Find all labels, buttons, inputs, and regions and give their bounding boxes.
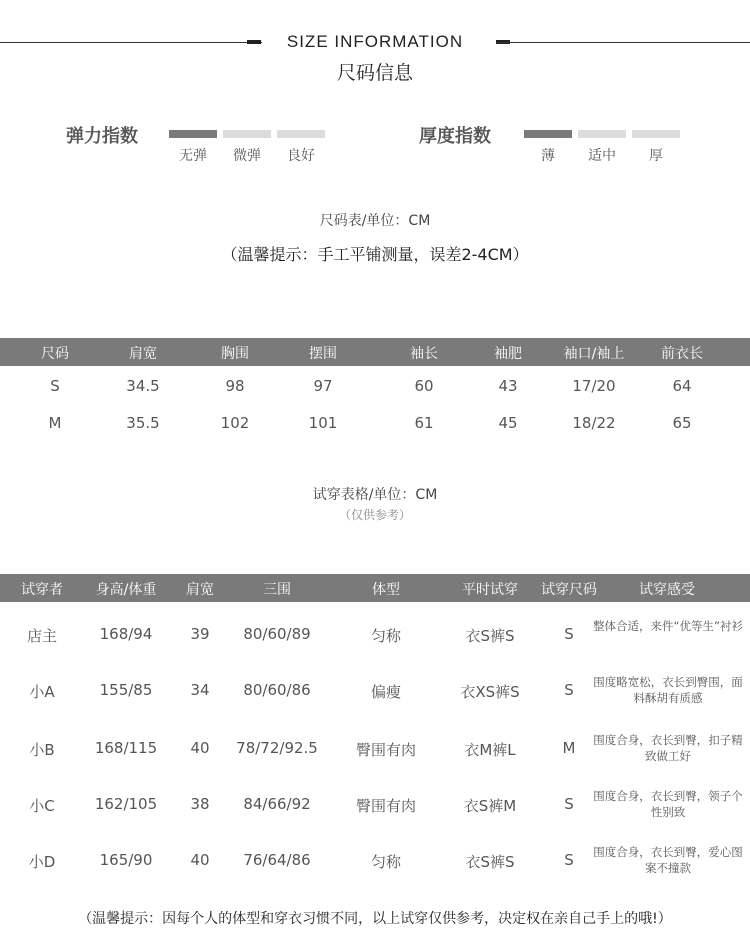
fit-table-cell: 店主: [26, 627, 57, 645]
fit-table-cell: 围度略宽松，衣长到臀围，面料酥胡有质感: [593, 675, 743, 705]
fit-table-cell: 165/90: [99, 851, 153, 869]
thickness-label-3: 厚: [649, 148, 663, 164]
fit-table-header-cell: 三围: [263, 582, 291, 598]
fit-table-cell: 偏瘦: [370, 683, 401, 701]
size-table-header-cell: 袖口/袖上: [563, 346, 625, 362]
fit-table-cell: 小C: [29, 797, 55, 815]
fit-table-header-cell: 试穿感受: [639, 582, 695, 598]
size-table-header-cell: 袖肥: [494, 346, 522, 362]
page-title-en: SIZE INFORMATION: [286, 32, 464, 51]
size-table-cell: 34.5: [126, 377, 160, 395]
size-table-header-cell: 摆围: [309, 346, 337, 362]
fit-table-header-cell: 肩宽: [186, 582, 214, 598]
fit-table-cell: S: [564, 795, 574, 813]
size-table-cell: 97: [313, 377, 333, 395]
size-table-tip: （温馨提示：手工平铺测量，误差2-4CM）: [221, 245, 529, 264]
fit-table-cell: 匀称: [370, 853, 401, 871]
fit-table-note: （仅供参考）: [338, 508, 411, 522]
fit-table-cell: 匀称: [370, 627, 401, 645]
fit-table-cell: 衣S裤S: [465, 853, 515, 871]
thickness-bar-3: [632, 130, 680, 138]
thickness-label-2: 适中: [588, 148, 616, 164]
fit-table-cell: 40: [190, 739, 210, 757]
size-table-cell: 43: [498, 377, 518, 395]
size-table-cell: 45: [498, 414, 518, 432]
elasticity-title: 弹力指数: [66, 126, 138, 147]
thickness-bar-1: [524, 130, 572, 138]
size-table-cell: 101: [308, 414, 338, 432]
fit-table-cell: 衣XS裤S: [460, 683, 520, 701]
fit-table-cell: S: [564, 681, 574, 699]
size-table-cell: 60: [414, 377, 434, 395]
size-table-cell: S: [50, 377, 60, 395]
elasticity-label-1: 无弹: [179, 148, 207, 164]
fit-table-cell: 162/105: [94, 795, 158, 813]
footer-tip: （温馨提示：因每个人的体型和穿衣习惯不同，以上试穿仅供参考，决定权在亲自己手上的哦!）: [78, 911, 672, 927]
fit-table-cell: 78/72/92.5: [236, 739, 318, 757]
thickness-title: 厚度指数: [419, 126, 491, 147]
fit-table-cell: 衣S裤M: [463, 797, 517, 815]
fit-table-cell: 168/115: [94, 739, 158, 757]
elasticity-label-2: 微弹: [233, 148, 261, 164]
size-table-header-cell: 前衣长: [661, 346, 703, 362]
fit-table-header-cell: 试穿者: [21, 582, 63, 598]
size-table-cell: M: [48, 414, 62, 432]
fit-table-cell: 76/64/86: [243, 851, 311, 869]
fit-table-header-cell: 平时试穿: [462, 582, 518, 598]
fit-table-cell: 整体合适，来件“优等生”衬衫: [593, 619, 743, 633]
page-title-cn: 尺码信息: [336, 62, 413, 84]
fit-table-cell: 小D: [28, 853, 56, 871]
fit-table-cell: 衣M裤L: [464, 741, 516, 759]
size-table-header-cell: 胸围: [221, 346, 249, 362]
fit-table-header-cell: 试穿尺码: [541, 582, 597, 598]
fit-table-cell: 80/60/89: [243, 625, 311, 643]
fit-table-cell: 168/94: [99, 625, 153, 643]
fit-table-cell: 衣S裤S: [465, 627, 515, 645]
size-table-cell: 102: [220, 414, 250, 432]
elasticity-bar-2: [223, 130, 271, 138]
fit-table-caption: 试穿表格/单位：CM: [312, 487, 438, 503]
size-table-cell: 64: [672, 377, 692, 395]
size-table-header-cell: 尺码: [41, 346, 69, 362]
fit-table-cell: 臀围有肉: [355, 741, 416, 759]
size-table-header-cell: 袖长: [410, 346, 438, 362]
size-table-cell: 65: [672, 414, 692, 432]
size-table-cell: 35.5: [126, 414, 160, 432]
fit-table-cell: 臀围有肉: [355, 797, 416, 815]
thickness-label-1: 薄: [541, 148, 555, 164]
fit-table-cell: 155/85: [99, 681, 153, 699]
size-table-cell: 98: [225, 377, 245, 395]
thickness-bar-2: [578, 130, 626, 138]
fit-table-cell: S: [564, 625, 574, 643]
elasticity-bar-3: [277, 130, 325, 138]
fit-table-cell: 围度合身，衣长到臀，扣子精致做工好: [593, 733, 743, 763]
fit-table-header-cell: 体型: [372, 582, 400, 598]
fit-table-cell: 小B: [29, 741, 55, 759]
fit-table-cell: 80/60/86: [243, 681, 311, 699]
header-line-right: [496, 42, 750, 43]
fit-table-cell: 84/66/92: [243, 795, 311, 813]
fit-table-cell: 39: [190, 625, 210, 643]
fit-table-cell: 围度合身，衣长到臀，领子个性别致: [593, 789, 743, 819]
size-table-cell: 61: [414, 414, 434, 432]
fit-table-cell: 34: [190, 681, 210, 699]
fit-table-cell: 小A: [29, 683, 55, 701]
elasticity-bar-1: [169, 130, 217, 138]
fit-table-cell: S: [564, 851, 574, 869]
fit-table-cell: M: [562, 739, 576, 757]
fit-table-header-cell: 身高/体重: [95, 582, 157, 598]
size-table-cell: 17/20: [572, 377, 616, 395]
fit-table-cell: 40: [190, 851, 210, 869]
size-table-cell: 18/22: [572, 414, 616, 432]
size-table-caption: 尺码表/单位：CM: [319, 213, 431, 229]
size-table-header-cell: 肩宽: [129, 346, 157, 362]
fit-table-cell: 围度合身，衣长到臀，爱心图案不撞款: [593, 845, 743, 875]
fit-table-cell: 38: [190, 795, 210, 813]
elasticity-label-3: 良好: [287, 148, 315, 164]
